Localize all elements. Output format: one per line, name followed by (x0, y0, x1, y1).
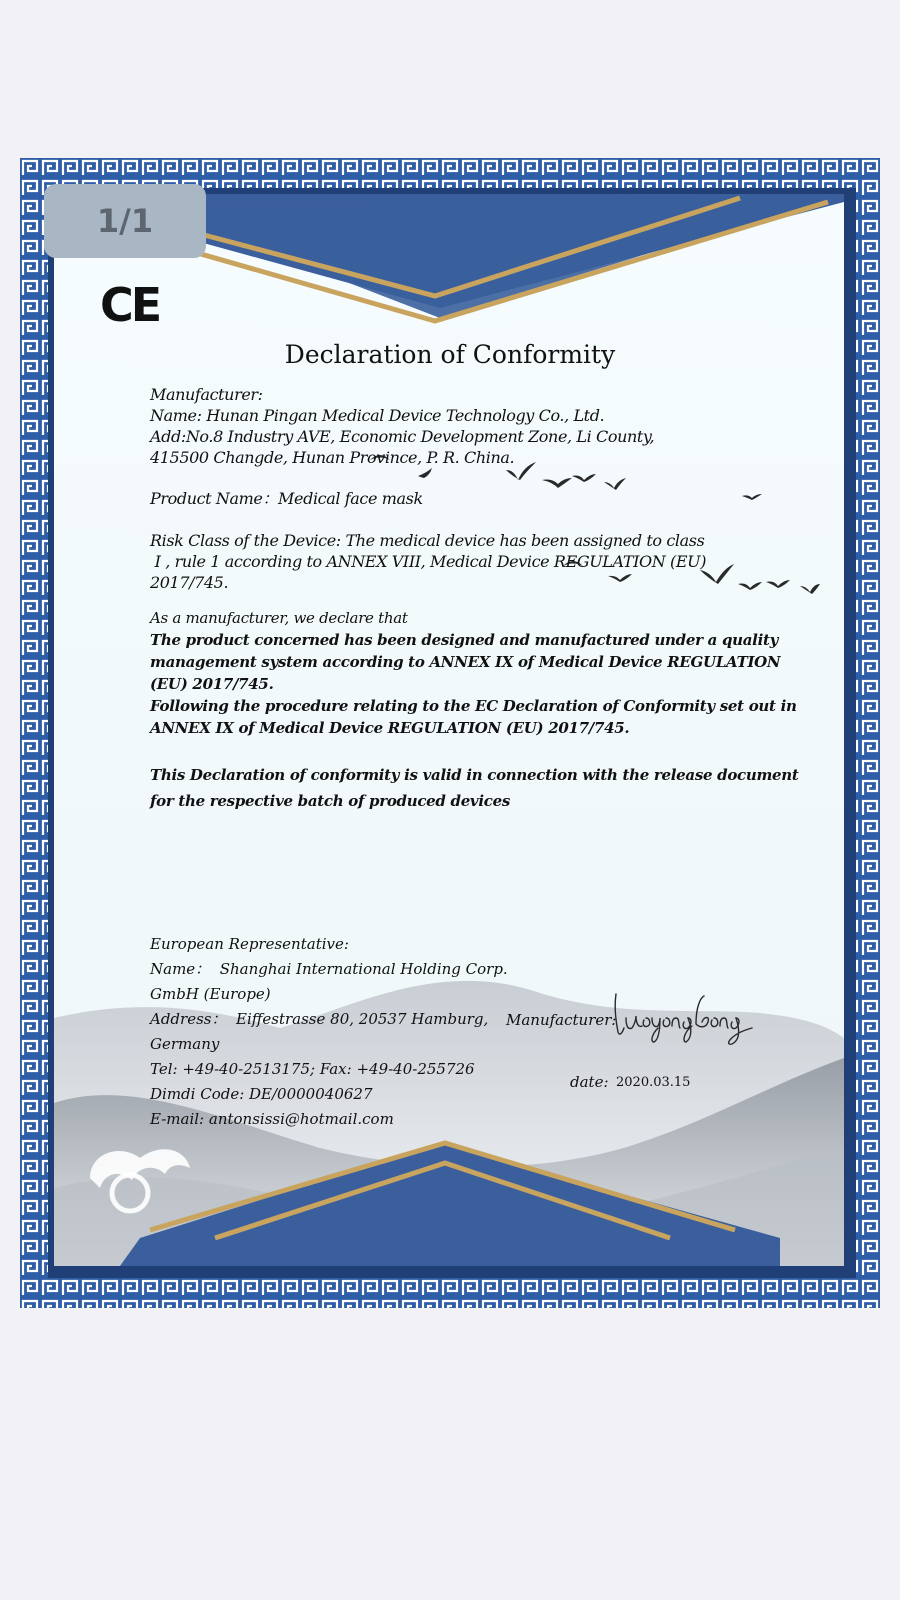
validity-line-2: for the respective batch of produced devices (150, 792, 510, 810)
manufacturer-address-line-2: 415500 Changde, Hunan Province, P. R. China. (150, 448, 515, 467)
validity-line-1: This Declaration of conformity is valid in connection with the release document (150, 766, 799, 784)
page-indicator: 1/1 (44, 184, 206, 258)
risk-class-line-2: Ⅰ , rule 1 according to ANNEX VIII, Medical Device REGULATION (EU) (150, 552, 707, 571)
representative-name: Name： Shanghai International Holding Corp. (150, 960, 508, 978)
handwritten-signature (612, 988, 762, 1048)
declaration-line-2: management system according to ANNEX IX of Medical Device REGULATION (150, 653, 781, 671)
representative-block (150, 932, 508, 1132)
date-label: date: (570, 1073, 609, 1091)
manufacturer-name: Name: Hunan Pingan Medical Device Technology Co., Ltd. (150, 406, 605, 425)
risk-class-line-1: Risk Class of the Device: The medical device has been assigned to class (150, 531, 705, 550)
ce-mark-logo: CE (100, 278, 160, 332)
manufacturer-heading: Manufacturer: (150, 385, 263, 404)
representative-address: Address： Eiffestrasse 80, 20537 Hamburg, (150, 1010, 489, 1028)
manufacturer-block (150, 384, 654, 468)
declaration-line-1: The product concerned has been designed and manufactured under a quality (150, 631, 779, 649)
date-value: 2020.03.15 (616, 1075, 691, 1090)
declaration-block (150, 607, 797, 739)
document-title: Declaration of Conformity (284, 340, 616, 369)
representative-dimdi-code: Dimdi Code: DE/0000040627 (150, 1085, 373, 1103)
product-name: Product Name：Medical face mask (150, 489, 423, 508)
declaration-line-3: (EU) 2017/745. (150, 675, 274, 693)
representative-country: Germany (150, 1035, 220, 1053)
risk-class-block (150, 530, 706, 593)
manufacturer-address-line-1: Add:No.8 Industry AVE, Economic Development Zone, Li County, (150, 427, 655, 446)
validity-block (150, 762, 799, 814)
declaration-line-4: Following the procedure relating to the EC Declaration of Conformity set out in (150, 697, 797, 715)
representative-name-cont: GmbH (Europe) (150, 985, 271, 1003)
representative-phone-fax: Tel: +49-40-2513175; Fax: +49-40-255726 (150, 1060, 475, 1078)
representative-heading: European Representative: (150, 935, 349, 953)
representative-email: E-mail: antonsissi@hotmail.com (150, 1110, 394, 1128)
signature-label: Manufacturer: (506, 1011, 617, 1029)
declaration-line-5: ANNEX IX of Medical Device REGULATION (EU) 2017/745. (150, 719, 630, 737)
risk-class-line-3: 2017/745. (150, 573, 229, 592)
declaration-intro: As a manufacturer, we declare that (150, 609, 408, 627)
